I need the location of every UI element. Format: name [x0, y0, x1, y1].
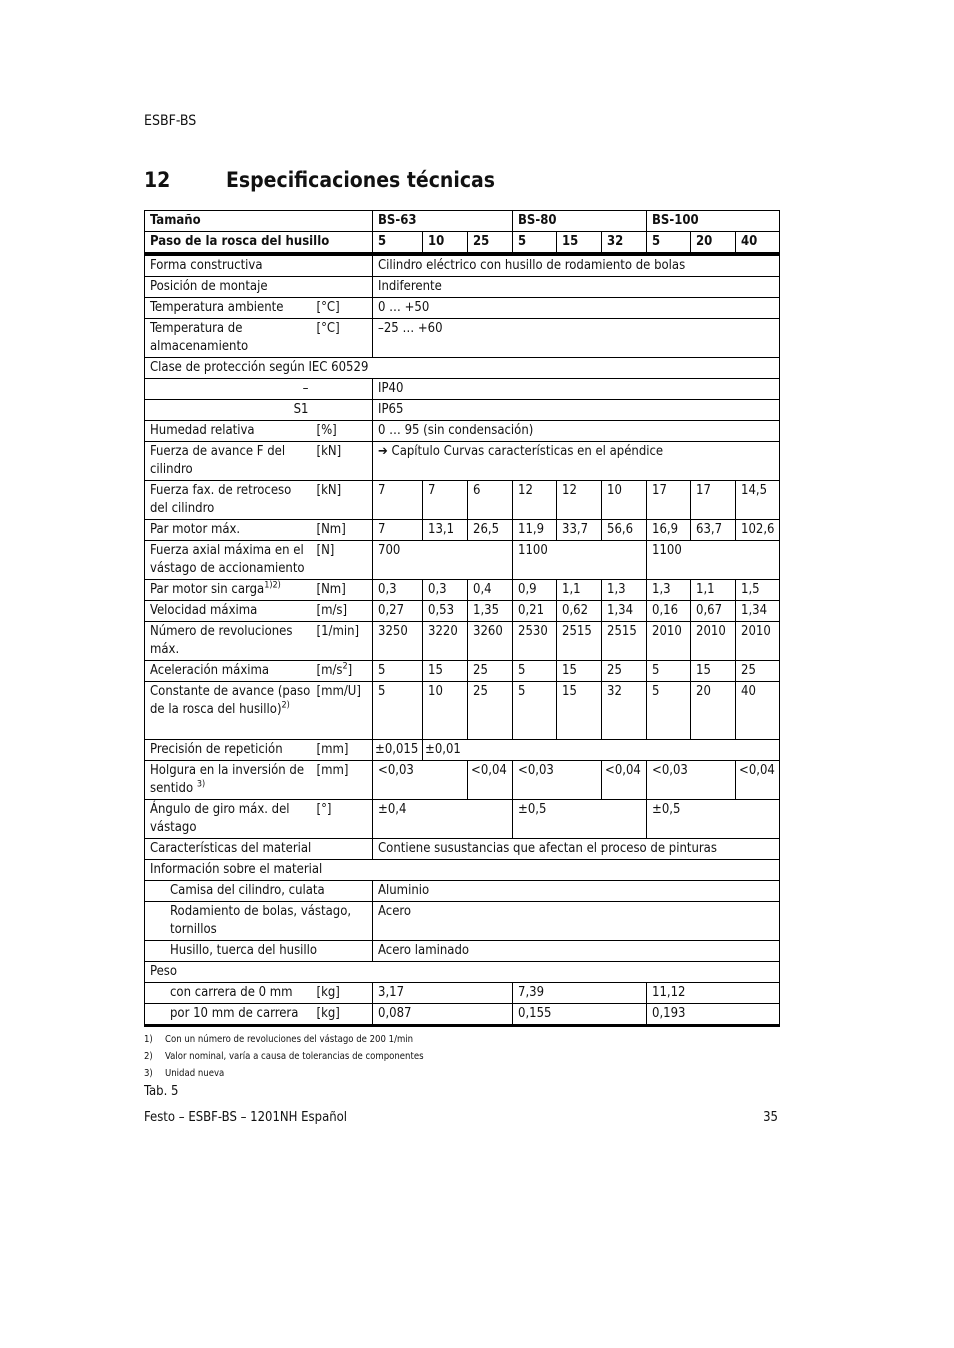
footnote-ref: 1)2) — [264, 580, 281, 591]
table-row — [145, 520, 780, 541]
footnotes — [144, 1031, 424, 1082]
value-cell: 2010 — [647, 622, 691, 661]
table-row — [145, 400, 780, 421]
value-cell: <0,04 — [602, 761, 647, 800]
row-label: Aceleración máxima — [145, 661, 317, 682]
value-cell: 17 — [691, 481, 736, 520]
table-row — [145, 601, 780, 622]
group-bs80: BS-80 — [513, 211, 647, 232]
value-cell: <0,04 — [468, 761, 513, 800]
row-unit — [317, 400, 373, 421]
row-label: Fuerza de avance F del cilindro — [145, 442, 317, 481]
value-cell: 102,6 — [736, 520, 780, 541]
row-unit — [317, 661, 373, 682]
row-label: Par motor máx. — [145, 520, 317, 541]
group-bs63: BS-63 — [373, 211, 513, 232]
value-cell: 20 — [691, 682, 736, 740]
row-unit: [mm/U] — [317, 682, 373, 740]
table-row — [145, 800, 780, 839]
value-cell: 1,3 — [647, 580, 691, 601]
footnote — [144, 1065, 424, 1082]
row-label: Camisa del cilindro, culata — [145, 881, 373, 902]
table-row — [145, 622, 780, 661]
row-label: Fuerza fax. de retroceso del cilindro — [145, 481, 317, 520]
table-row — [145, 839, 780, 860]
table-row — [145, 902, 780, 941]
value-cell: 3,17 — [373, 983, 513, 1004]
row-unit — [317, 379, 373, 400]
table-row — [145, 580, 780, 601]
value-cell: 1,34 — [602, 601, 647, 622]
value-cell: 2010 — [736, 622, 780, 661]
value-cell: 2010 — [691, 622, 736, 661]
value-cell: 1100 — [513, 541, 647, 580]
spec-table — [144, 210, 780, 1027]
section-title: Especificaciones técnicas — [226, 168, 496, 192]
table-row — [145, 740, 780, 761]
row-label — [145, 682, 317, 740]
row-label: Humedad relativa — [145, 421, 317, 442]
value-cell: 7 — [373, 520, 423, 541]
table-row-size — [145, 211, 780, 232]
value-cell: <0,04 — [736, 761, 780, 800]
row-label: Velocidad máxima — [145, 601, 317, 622]
value-cell: 1100 — [647, 541, 780, 580]
value-cell: 0,21 — [513, 601, 557, 622]
table-row-pitch — [145, 232, 780, 255]
footnote-text: Con un número de revoluciones del vástago de 200 1/min — [165, 1034, 414, 1045]
value-cell: 15 — [557, 661, 602, 682]
row-value: Aluminio — [373, 881, 780, 902]
pitch-cell: 15 — [557, 232, 602, 255]
value-cell: 7,39 — [513, 983, 647, 1004]
value-cell: 56,6 — [602, 520, 647, 541]
value-cell: ±0,5 — [647, 800, 780, 839]
value-cell: 3220 — [423, 622, 468, 661]
value-cell: ±0,4 — [373, 800, 513, 839]
row-label: con carrera de 0 mm — [145, 983, 317, 1004]
value-cell: 25 — [468, 661, 513, 682]
value-cell: 17 — [647, 481, 691, 520]
value-cell: 63,7 — [691, 520, 736, 541]
row-value: Cilindro eléctrico con husillo de rodamiento de bolas — [373, 254, 780, 277]
value-cell: 5 — [373, 682, 423, 740]
value-cell: 0,16 — [647, 601, 691, 622]
value-cell: 2515 — [602, 622, 647, 661]
value-cell: 0,67 — [691, 601, 736, 622]
table-row — [145, 983, 780, 1004]
value-cell: 1,1 — [557, 580, 602, 601]
table-row — [145, 1004, 780, 1026]
value-cell: 5 — [513, 661, 557, 682]
table-row — [145, 421, 780, 442]
value-cell: 0,087 — [373, 1004, 513, 1026]
value-cell: 5 — [647, 682, 691, 740]
pitch-cell: 10 — [423, 232, 468, 255]
row-unit: [N] — [317, 541, 373, 580]
label-text: Holgura en la inversión de sentido — [150, 763, 305, 796]
footnote — [144, 1048, 424, 1065]
table-row — [145, 941, 780, 962]
pitch-cell: 25 — [468, 232, 513, 255]
unit-exponent: 2 — [342, 661, 348, 672]
table-row — [145, 881, 780, 902]
row-value: Indiferente — [373, 277, 780, 298]
row-label: Temperatura ambiente — [145, 298, 317, 319]
value-cell: 5 — [373, 661, 423, 682]
table-row — [145, 860, 780, 881]
group-bs100: BS-100 — [647, 211, 780, 232]
table-row — [145, 962, 780, 983]
value-cell: 0,27 — [373, 601, 423, 622]
value-cell: 16,9 — [647, 520, 691, 541]
row-label: Rodamiento de bolas, vástago, tornillos — [145, 902, 373, 941]
footnote-number: 2) — [144, 1051, 153, 1062]
row-label — [145, 580, 317, 601]
value-cell: 25 — [602, 661, 647, 682]
value-cell: 7 — [373, 481, 423, 520]
value-cell: 12 — [513, 481, 557, 520]
value-cell: 0,155 — [513, 1004, 647, 1026]
row-label: Número de revoluciones máx. — [145, 622, 317, 661]
value-cell: 10 — [602, 481, 647, 520]
row-label: Posición de montaje — [145, 277, 373, 298]
row-label: S1 — [145, 400, 317, 421]
value-cell: 2530 — [513, 622, 557, 661]
value-cell: <0,03 — [647, 761, 736, 800]
row-label: Temperatura de almacenamiento — [145, 319, 317, 358]
row-label: Información sobre el material — [145, 860, 780, 881]
row-label: Clase de protección según IEC 60529 — [145, 358, 780, 379]
value-cell: 0,62 — [557, 601, 602, 622]
row-unit: [kN] — [317, 481, 373, 520]
row-unit: [°C] — [317, 319, 373, 358]
row-label: Peso — [145, 962, 780, 983]
table-row — [145, 319, 780, 358]
value-cell: 14,5 — [736, 481, 780, 520]
row-label: – — [145, 379, 317, 400]
running-header: ESBF-BS — [144, 113, 197, 129]
table-row — [145, 379, 780, 400]
value-cell: 0,53 — [423, 601, 468, 622]
value-cell: ±0,015 — [373, 740, 423, 761]
value-cell: 13,1 — [423, 520, 468, 541]
value-cell: ±0,01 — [423, 740, 780, 761]
table-row — [145, 541, 780, 580]
footnote-text: Unidad nueva — [165, 1068, 225, 1079]
page-footer: Festo – ESBF-BS – 1201NH Español — [144, 1110, 348, 1125]
row-unit: [Nm] — [317, 520, 373, 541]
arrow-right-icon: ➔ — [378, 444, 388, 459]
row-unit: [°] — [317, 800, 373, 839]
table-caption: Tab. 5 — [144, 1084, 179, 1099]
pitch-cell: 32 — [602, 232, 647, 255]
pitch-cell: 20 — [691, 232, 736, 255]
row-value: Contiene susustancias que afectan el proceso de pinturas — [373, 839, 780, 860]
value-cell: 1,34 — [736, 601, 780, 622]
value-cell: 12 — [557, 481, 602, 520]
value-cell: 3250 — [373, 622, 423, 661]
row-value: 0 … 95 (sin condensación) — [373, 421, 780, 442]
value-cell: 15 — [423, 661, 468, 682]
size-header: Tamaño — [145, 211, 373, 232]
row-value: Acero — [373, 902, 780, 941]
value-cell: 0,9 — [513, 580, 557, 601]
table-row — [145, 277, 780, 298]
chapter-reference: Capítulo Curvas características en el apéndice — [391, 444, 664, 459]
value-cell: 1,3 — [602, 580, 647, 601]
row-label: Forma constructiva — [145, 254, 373, 277]
row-unit: [mm] — [317, 761, 373, 800]
row-label: Características del material — [145, 839, 373, 860]
row-label: Ángulo de giro máx. del vástago — [145, 800, 317, 839]
value-cell: 10 — [423, 682, 468, 740]
label-text: Constante de avance (paso de la rosca del husillo) — [150, 684, 311, 717]
footnote-number: 3) — [144, 1068, 153, 1079]
value-cell: <0,03 — [373, 761, 468, 800]
value-cell: 33,7 — [557, 520, 602, 541]
row-value: IP40 — [373, 379, 780, 400]
pitch-cell: 5 — [513, 232, 557, 255]
value-cell: 11,12 — [647, 983, 780, 1004]
row-unit: [m/s] — [317, 601, 373, 622]
value-cell: 15 — [691, 661, 736, 682]
row-unit: [Nm] — [317, 580, 373, 601]
row-label: Fuerza axial máxima en el vástago de accionamiento — [145, 541, 317, 580]
label-text: Par motor sin carga — [150, 582, 265, 597]
footnote — [144, 1031, 424, 1048]
row-unit: [°C] — [317, 298, 373, 319]
value-cell: 11,9 — [513, 520, 557, 541]
row-unit: [kg] — [317, 1004, 373, 1026]
value-cell: <0,03 — [513, 761, 602, 800]
value-cell: 0,3 — [373, 580, 423, 601]
row-label: Precisión de repetición — [145, 740, 317, 761]
value-cell: 1,35 — [468, 601, 513, 622]
table-row — [145, 442, 780, 481]
value-cell: 5 — [647, 661, 691, 682]
value-cell: ±0,5 — [513, 800, 647, 839]
value-cell: 2515 — [557, 622, 602, 661]
value-cell: 0,193 — [647, 1004, 780, 1026]
pitch-header: Paso de la rosca del husillo — [145, 232, 373, 255]
row-value: –25 … +60 — [373, 319, 780, 358]
row-value: Acero laminado — [373, 941, 780, 962]
value-cell: 25 — [736, 661, 780, 682]
value-cell: 1,5 — [736, 580, 780, 601]
section-heading — [144, 168, 495, 192]
row-unit: [%] — [317, 421, 373, 442]
page-number: 35 — [763, 1110, 778, 1125]
table-row — [145, 298, 780, 319]
value-cell: 0,4 — [468, 580, 513, 601]
pitch-cell: 5 — [647, 232, 691, 255]
value-cell: 0,3 — [423, 580, 468, 601]
table-row — [145, 661, 780, 682]
row-label — [145, 761, 317, 800]
row-label: por 10 mm de carrera — [145, 1004, 317, 1026]
table-row — [145, 254, 780, 277]
unit-text: [m/s — [316, 663, 343, 678]
value-cell: 25 — [468, 682, 513, 740]
row-value: 0 … +50 — [373, 298, 780, 319]
row-unit: [1/min] — [317, 622, 373, 661]
row-label: Husillo, tuerca del husillo — [145, 941, 373, 962]
row-value — [373, 442, 780, 481]
unit-close: ] — [347, 663, 353, 678]
value-cell: 1,1 — [691, 580, 736, 601]
section-number: 12 — [144, 168, 171, 192]
value-cell: 700 — [373, 541, 513, 580]
value-cell: 32 — [602, 682, 647, 740]
footnote-ref: 2) — [281, 700, 290, 711]
value-cell: 15 — [557, 682, 602, 740]
footnote-ref: 3) — [196, 779, 206, 790]
table-row — [145, 682, 780, 740]
value-cell: 26,5 — [468, 520, 513, 541]
pitch-cell: 40 — [736, 232, 780, 255]
row-unit: [kg] — [317, 983, 373, 1004]
row-value: IP65 — [373, 400, 780, 421]
value-cell: 6 — [468, 481, 513, 520]
value-cell: 5 — [513, 682, 557, 740]
value-cell: 40 — [736, 682, 780, 740]
table-row — [145, 761, 780, 800]
value-cell: 7 — [423, 481, 468, 520]
pitch-cell: 5 — [373, 232, 423, 255]
footnote-number: 1) — [144, 1034, 153, 1045]
table-row — [145, 358, 780, 379]
footnote-text: Valor nominal, varía a causa de tolerancias de componentes — [165, 1051, 424, 1062]
value-cell: 3260 — [468, 622, 513, 661]
row-unit: [mm] — [317, 740, 373, 761]
table-row — [145, 481, 780, 520]
row-unit: [kN] — [317, 442, 373, 481]
